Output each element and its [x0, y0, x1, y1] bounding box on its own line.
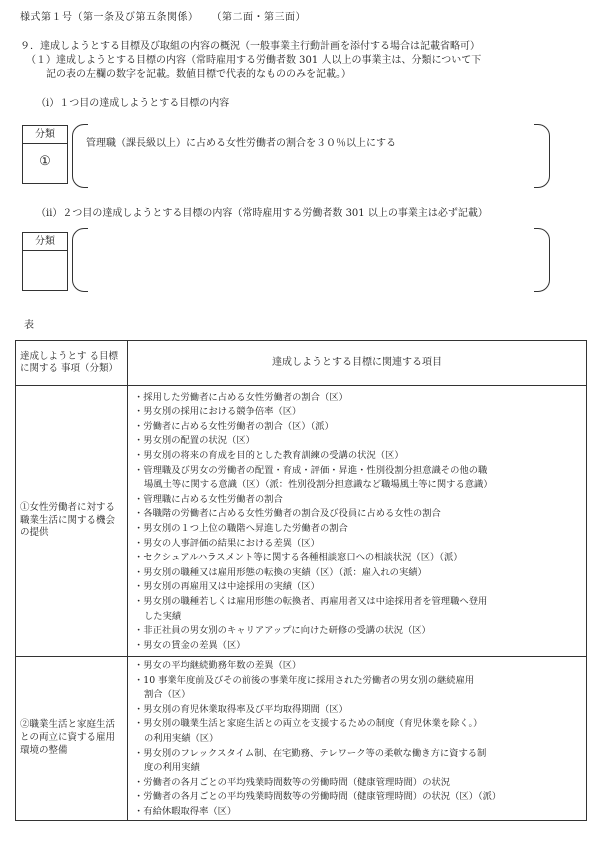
goal1-heading: （ⅰ）１つ目の達成しようとする目標の内容 [36, 98, 230, 109]
section-9-1-line1: （１）達成しようとする目標の内容（常時雇用する労働者数 301 人以上の事業主は、分類について下 [26, 55, 482, 66]
form-number: 様式第１号（第一条及び第五条関係） [20, 12, 199, 23]
list-item: ・管理職に占める女性労働者の割合 [134, 493, 283, 505]
table-row [16, 386, 587, 657]
list-item: ・有給休暇取得率（区） [134, 805, 237, 817]
table-row-category: ②職業生活と家庭生活との両立に資する雇用環境の整備 [16, 657, 128, 821]
item-list [128, 389, 586, 654]
table-row-items-cell [128, 386, 587, 657]
list-item: ・男女の平均継続勤務年数の差異（区） [134, 660, 302, 671]
section-9-1-line2: 記の表の左欄の数字を記載。数値目標で代表的なもののみを記載。） [46, 69, 351, 80]
table-header-items: 達成しようとする目標に関連する項目 [128, 341, 587, 386]
list-item: ・採用した労働者に占める女性労働者の割合（区） [134, 391, 348, 403]
list-item: ・労働者の各月ごとの平均残業時間数等の労働時間（健康管理時間）の状況 [134, 776, 451, 788]
list-item: ・非正社員の男女別のキャリアアップに向けた研修の受講の状況（区） [134, 625, 431, 637]
goal2-category-box [22, 232, 68, 291]
goal2-category-label: 分類 [23, 233, 67, 251]
list-item: ・男女別の職業生活と家庭生活との両立を支援するための制度（育児休業を除く。） [134, 718, 483, 730]
list-item: 割合（区） [144, 689, 191, 701]
list-item: ・男女別の職種又は雇用形態の転換の実績（区）（派：雇入れの実績） [134, 566, 427, 578]
table-row [16, 657, 587, 821]
goal1-bracket-mask [88, 120, 534, 190]
list-item: ・男女別の育児休業取得率及び平均取得期間（区） [134, 703, 348, 715]
list-item: ・男女別の配置の状況（区） [134, 435, 255, 447]
list-item: ・管理職及び男女の労働者の配置・育成・評価・昇進・性別役割分担意識その他の職 [134, 464, 488, 476]
list-item: ・男女の賃金の差異（区） [134, 639, 246, 651]
list-item: 場風土等に関する意識（区）（派：性別役割分担意識など職場風土等に関する意識） [144, 479, 493, 491]
table-row-category: ①女性労働者に対する職業生活に関する機会の提供 [16, 386, 128, 657]
goal-items-table [15, 340, 587, 821]
goal1-category-box [22, 125, 68, 184]
goal1-text[interactable]: 管理職（課長級以上）に占める女性労働者の割合を３０％以上にする [86, 138, 396, 149]
list-item: ・10 事業年度前及びその前後の事業年度に採用された労働者の男女別の継続雇用 [134, 674, 475, 686]
section-9-title: ９．達成しようとする目標及び取組の内容の概況（一般事業主行動計画を添付する場合は記載省略可） [20, 41, 480, 52]
goal2-bracket-mask [88, 224, 534, 294]
goal1-category-value[interactable]: ① [39, 154, 51, 169]
table-header-category: 達成しようとす る目標に関する 事項（分類） [16, 341, 128, 386]
list-item: の利用実績（区） [144, 732, 219, 744]
list-item: ・男女別の採用における競争倍率（区） [134, 406, 302, 418]
goal2-heading: （ⅱ）２つ目の達成しようとする目標の内容（常時雇用する労働者数 301 以上の事業主は必ず記載） [36, 208, 488, 219]
list-item: 度の利用実績 [144, 762, 200, 774]
list-item: した実績 [144, 610, 182, 622]
goal1-category-label: 分類 [23, 126, 67, 144]
table-label: 表 [24, 320, 34, 331]
list-item: ・男女別の１つ上位の職階へ昇進した労働者の割合 [134, 523, 348, 534]
list-item: ・セクシュアルハラスメント等に関する各種相談窓口への相談状況（区）（派） [134, 552, 463, 564]
list-item: ・男女別のフレックスタイム制、在宅勤務、テレワーク等の柔軟な働き方に資する制 [134, 747, 487, 759]
list-item: ・男女別の職種若しくは雇用形態の転換者、再雇用者又は中途採用者を管理職へ登用 [134, 595, 488, 607]
item-list [128, 657, 586, 820]
list-item: ・労働者に占める女性労働者の割合（区）（派） [134, 420, 334, 432]
list-item: ・男女別の将来の育成を目的とした教育訓練の受講の状況（区） [134, 450, 404, 462]
form-pages: （第二面・第三面） [216, 12, 306, 23]
list-item: ・男女別の再雇用又は中途採用の実績（区） [134, 581, 320, 593]
list-item: ・労働者の各月ごとの平均残業時間数等の労働時間（健康管理時間）の状況（区）（派） [134, 791, 502, 803]
list-item: ・各職階の労働者に占める女性労働者の割合及び役員に占める女性の割合 [134, 508, 441, 520]
table-header-row [16, 341, 587, 386]
list-item: ・男女の人事評価の結果における差異（区） [134, 537, 320, 549]
table-row-items-cell [128, 657, 587, 821]
form-header [20, 12, 306, 25]
